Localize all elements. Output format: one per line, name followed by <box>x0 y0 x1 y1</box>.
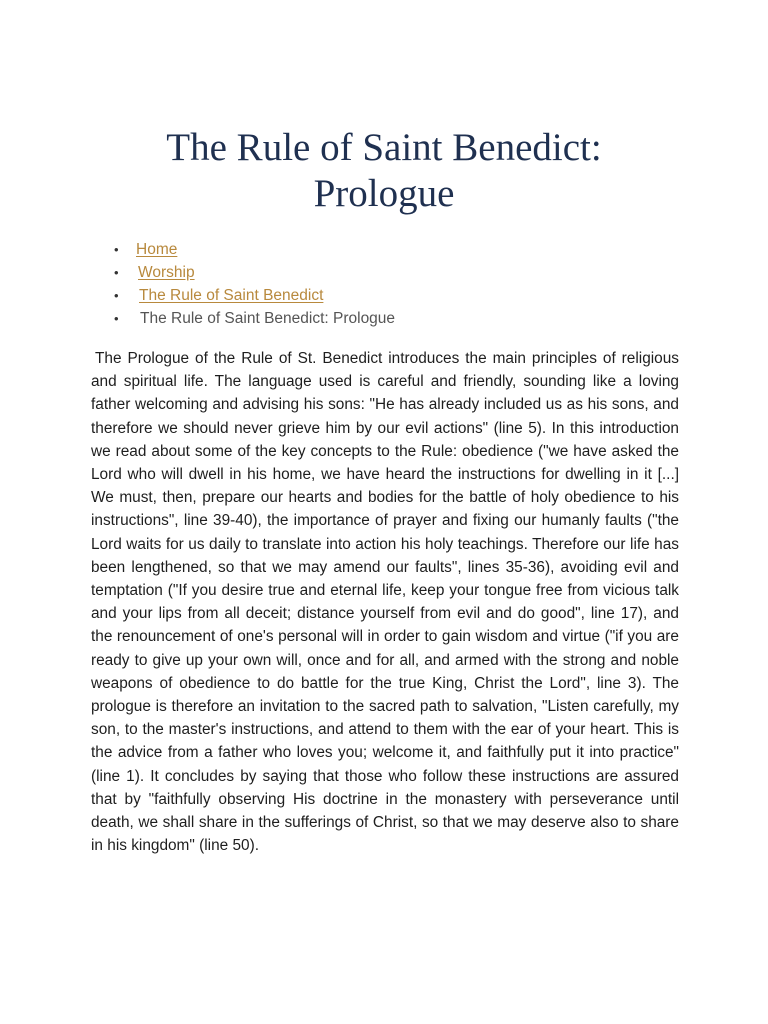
breadcrumb-link-home[interactable]: Home <box>136 241 178 258</box>
page-title-line-1: The Rule of Saint Benedict: <box>166 126 602 169</box>
breadcrumb-current-page: The Rule of Saint Benedict: Prologue <box>140 310 396 327</box>
breadcrumb-item-home <box>108 238 395 261</box>
breadcrumb-item-rule <box>108 284 395 307</box>
bullet-icon: • <box>114 265 119 280</box>
bullet-icon: • <box>114 288 119 303</box>
breadcrumb <box>108 238 395 330</box>
breadcrumb-link-rule[interactable]: The Rule of Saint Benedict <box>139 287 324 304</box>
breadcrumb-item-worship <box>108 261 395 284</box>
page-title-line-2: Prologue <box>313 172 455 215</box>
bullet-icon: • <box>114 311 119 326</box>
page-title <box>0 125 768 217</box>
bullet-icon: • <box>114 242 119 257</box>
article-body: The Prologue of the Rule of St. Benedict introduces the main principles of religious and spiritual life. The language used is careful and friendly, sounding like a loving father welcoming and advising his sons: "He has already included us as his sons, and therefore we should never grieve him by our evil actions" (line 5). In this introduction we read about some of the key concepts to the Rule: obedience ("we have asked the Lord who will dwell in his home, we have heard the instructions for dwelling in it [...] We must, then, prepare our hearts and bodies for the battle of holy obedience to his instructions", line 39-40), the importance of prayer and fixing our humanly faults ("the Lord waits for us daily to translate into action his holy teachings. Therefore our life has been lengthened, so that we may amend our faults", lines 35-36), avoiding evil and temptation ("If you desire true and eternal life, keep your tongue free from vicious talk and your lips from all deceit; distance yourself from evil and do good", line 17), and the renouncement of one's personal will in order to gain wisdom and virtue ("if you are ready to give up your own will, once and for all, and armed with the strong and noble weapons of obedience to do battle for the true King, Christ the Lord", line 3). The prologue is therefore an invitation to the sacred path to salvation, "Listen carefully, my son, to the master's instructions, and attend to them with the ear of your heart. This is the advice from a father who loves you; welcome it, and faithfully put it into practice" (line 1). It concludes by saying that those who follow these instructions are assured that by "faithfully observing His doctrine in the monastery with perseverance until death, we shall share in the sufferings of Christ, so that we may deserve also to share in his kingdom" (line 50). <box>91 350 679 855</box>
breadcrumb-item-current <box>108 307 395 330</box>
breadcrumb-link-worship[interactable]: Worship <box>138 264 195 281</box>
